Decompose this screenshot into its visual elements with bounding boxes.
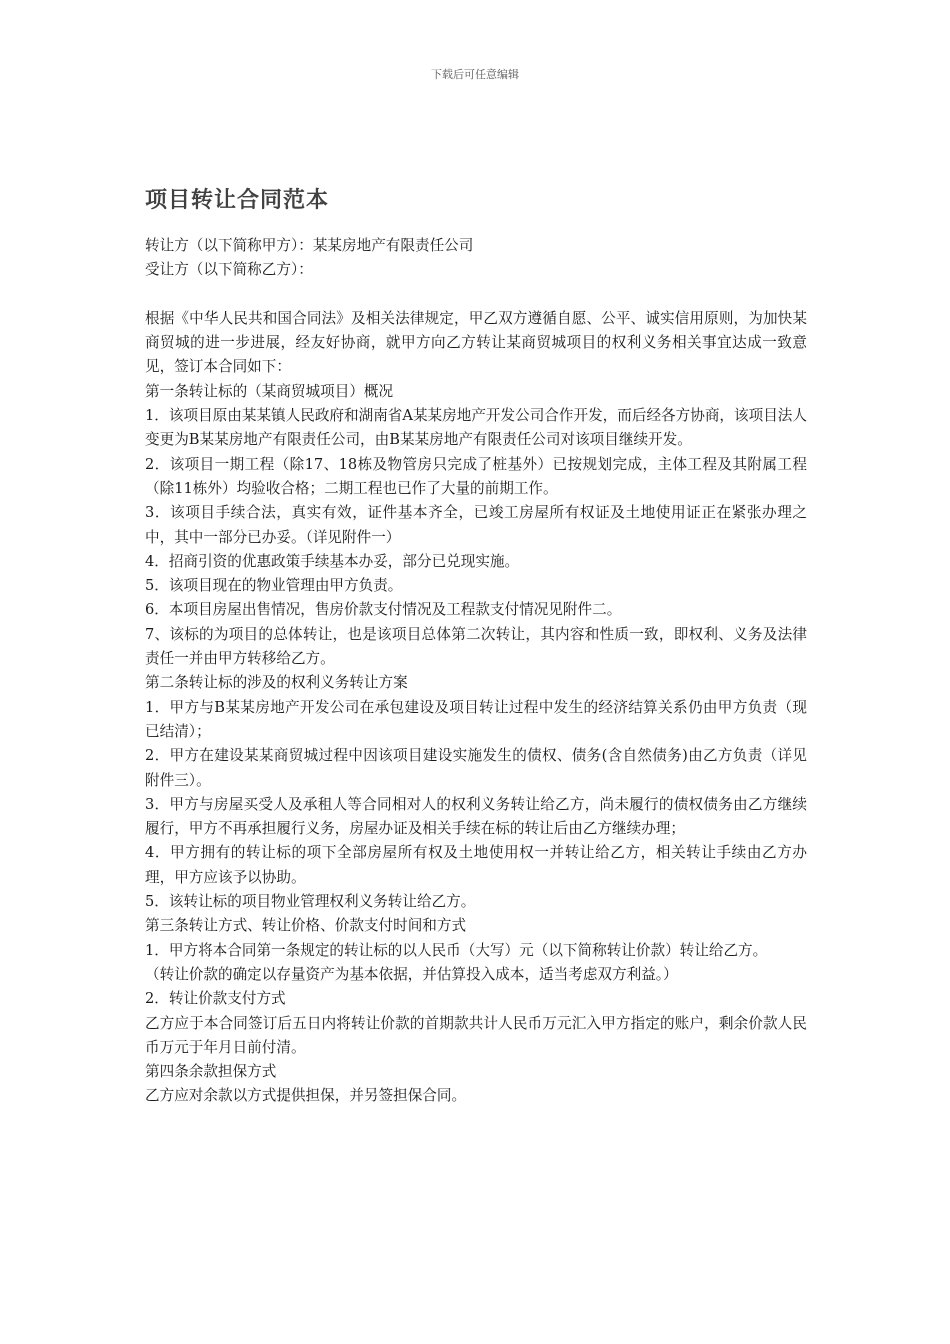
- party-transferee: 受让方（以下简称乙方）：: [145, 261, 313, 279]
- article-1-item-1: 1．该项目原由某某镇人民政府和湖南省A某某房地产开发公司合作开发，而后经各方协商，该项目法人变更为B某某房地产有限责任公司，由B某某房地产有限责任公司对该项目继续开发。: [145, 407, 807, 449]
- article-2-item-5: 5．该转让标的项目物业管理权利义务转让给乙方。: [145, 893, 476, 911]
- article-1-item-5: 5．该项目现在的物业管理由甲方负责。: [145, 577, 403, 595]
- article-1-heading: 第一条转让标的（某商贸城项目）概况: [145, 382, 394, 400]
- article-1-item-2: 2．该项目一期工程（除17、18栋及物管房只完成了桩基外）已按规划完成，主体工程及其附属工程（除11栋外）均验收合格；二期工程也已作了大量的前期工作。: [145, 455, 807, 497]
- blank-line: [145, 283, 807, 307]
- article-3-heading: 第三条转让方式、转让价格、价款支付时间和方式: [145, 917, 467, 935]
- article-4-heading: 第四条余款担保方式: [145, 1063, 277, 1081]
- article-2-item-1: 1．甲方与B某某房地产开发公司在承包建设及项目转让过程中发生的经济结算关系仍由甲方负责（现已结清）；: [145, 698, 807, 740]
- preamble-paragraph: 根据《中华人民共和国合同法》及相关法律规定，甲乙双方遵循自愿、公平、诚实信用原则，为加快某商贸城的进一步进展，经友好协商，就甲方向乙方转让某商贸城项目的权利义务相关事宜达成一致意见，签订本合同如下：: [145, 309, 807, 376]
- article-1-item-4: 4．招商引资的优惠政策手续基本办妥，部分已兑现实施。: [145, 552, 520, 570]
- article-4-content: 乙方应对余款以方式提供担保，并另签担保合同。: [145, 1087, 467, 1105]
- article-1-item-7: 7、该标的为项目的总体转让，也是该项目总体第二次转让，其内容和性质一致，即权利、义务及法律责任一并由甲方转移给乙方。: [145, 625, 807, 668]
- article-3-item-1: 1．甲方将本合同第一条规定的转让标的以人民币（大写）元（以下简称转让价款）转让给乙方。: [145, 941, 768, 959]
- document-title: 项目转让合同范本: [145, 188, 330, 213]
- contract-body: [145, 234, 807, 1109]
- article-2-item-3: 3．甲方与房屋买受人及承租人等合同相对人的权利义务转让给乙方，尚未履行的债权债务由乙方继续履行，甲方不再承担履行义务，房屋办证及相关手续在标的转让后由乙方继续办理；: [145, 795, 807, 838]
- article-3-item-2: 2．转让价款支付方式: [145, 990, 286, 1008]
- party-transferor: 转让方（以下简称甲方）：某某房地产有限责任公司: [145, 237, 474, 254]
- article-2-heading: 第二条转让标的涉及的权利义务转让方案: [145, 674, 408, 692]
- page-header-note: 下载后可任意编辑: [431, 68, 519, 81]
- article-3-payment-terms: 乙方应于本合同签订后五日内将转让价款的首期款共计人民币万元汇入甲方指定的账户，剩余价款人民币万元于年月日前付清。: [145, 1014, 807, 1056]
- article-1-item-6: 6．本项目房屋出售情况，售房价款支付情况及工程款支付情况见附件二。: [145, 601, 622, 619]
- article-2-item-4: 4．甲方拥有的转让标的项下全部房屋所有权及土地使用权一并转让给乙方，相关转让手续由乙方办理，甲方应该予以协助。: [145, 844, 807, 886]
- article-1-item-3: 3．该项目手续合法，真实有效，证件基本齐全，已竣工房屋所有权证及土地使用证正在紧张办理之中，其中一部分已办妥。（详见附件一）: [145, 504, 807, 546]
- article-2-item-2: 2．甲方在建设某某商贸城过程中因该项目建设实施发生的债权、债务(含自然债务)由乙方负责（详见附件三）。: [145, 747, 807, 789]
- article-3-note: （转让价款的确定以存量资产为基本依据，并估算投入成本，适当考虑双方利益。）: [145, 965, 678, 983]
